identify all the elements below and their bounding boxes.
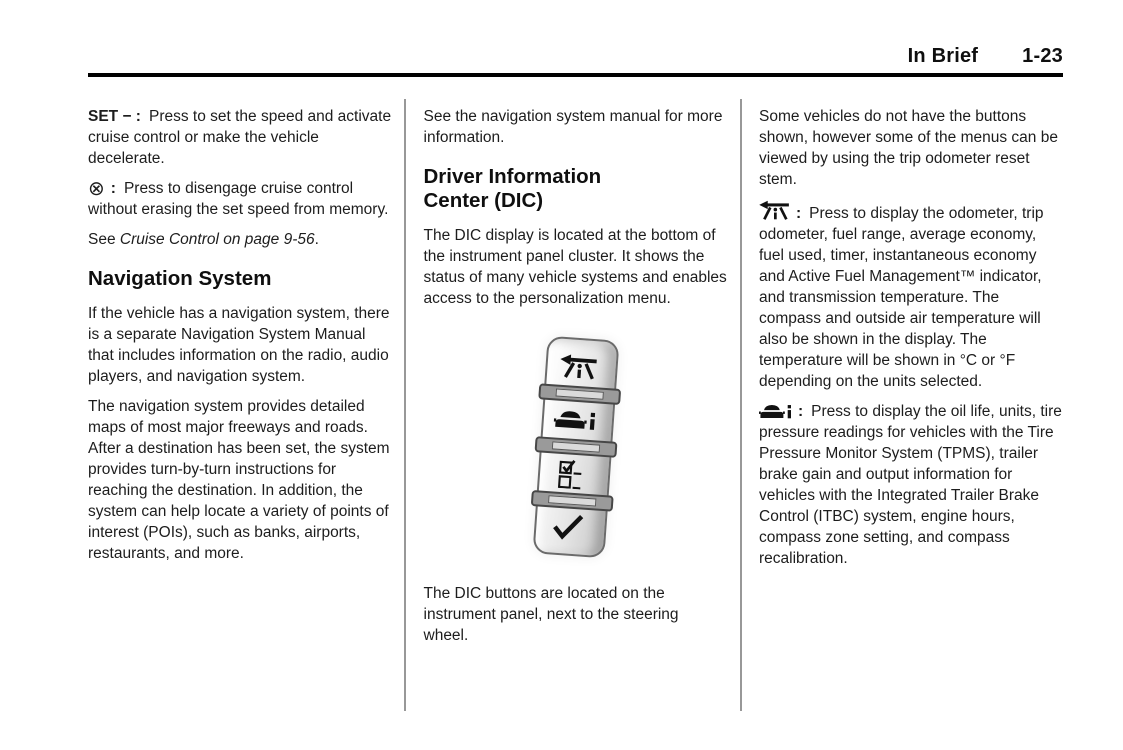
page-columns	[88, 106, 1063, 655]
section-title: In Brief	[907, 45, 979, 67]
cruise-cancel-paragraph	[88, 178, 392, 220]
vehicle-information-icon	[553, 409, 596, 432]
vehicle-information-paragraph	[759, 401, 1063, 569]
cruise-cancel-icon: ⊗	[88, 178, 105, 200]
trip-odometer-lead: :	[796, 205, 802, 222]
dic-button-strip	[532, 336, 619, 558]
column-2	[424, 106, 728, 655]
customization-menu-icon	[555, 457, 586, 490]
dic-heading: Driver Information Center (DIC)	[423, 165, 602, 212]
set-lead: SET − :	[88, 108, 141, 125]
column-1	[88, 106, 392, 655]
no-buttons-paragraph: Some vehicles do not have the buttons shown, however some of the menus can be viewed by using the trip odometer reset stem.	[759, 108, 1058, 188]
navigation-paragraph-1: If the vehicle has a navigation system, there is a separate Navigation System Manual that includes information on the radio, audio players, and navigation system.	[88, 305, 390, 385]
trip-odometer-paragraph	[759, 199, 1063, 392]
see-suffix: .	[314, 231, 319, 248]
separator-window	[555, 388, 603, 399]
see-prefix: See	[88, 231, 120, 248]
see-reference-paragraph	[88, 229, 392, 250]
vehicle-information-lead: :	[798, 403, 804, 420]
navigation-paragraph-2: The navigation system provides detailed maps of most major freeways and roads. After a destination has been set, the system provides turn-by-turn instructions for reaching the destination. In addition, the system can help locate a variety of points of interest (POIs), such as banks, airports, restaurants, and more.	[88, 398, 390, 562]
trip-odometer-icon	[759, 199, 790, 221]
trip-odometer-text: Press to display the odometer, trip odometer, fuel range, average economy, fuel used, timer, instantaneous economy and Active Fuel Management™ indicator, and transmission temperature. The compass and outside air temperature will also be shown in the display. The temperature will be shown in °C or °F depending on the units selected.	[759, 205, 1044, 390]
trip-odometer-icon	[558, 352, 598, 382]
cruise-cancel-lead: :	[110, 180, 116, 197]
running-head	[88, 45, 1063, 68]
checkmark-icon	[547, 512, 586, 543]
column-3	[759, 106, 1063, 655]
set-text: Press to set the speed and activate cruise control or make the vehicle decelerate.	[88, 108, 392, 167]
set-paragraph	[88, 106, 392, 169]
dic-buttons-figure	[424, 321, 728, 573]
cruise-cancel-text: Press to disengage cruise control without erasing the set speed from memory.	[88, 180, 389, 218]
separator-window	[548, 495, 596, 506]
nav-manual-paragraph: See the navigation system manual for more information.	[423, 108, 723, 146]
vehicle-information-icon	[759, 404, 792, 419]
dic-caption: The DIC buttons are located on the instrument panel, next to the steering wheel.	[423, 585, 679, 644]
vehicle-information-text: Press to display the oil life, units, tire pressure readings for vehicles with the Tire Pressure Monitor System (TPMS), trailer brake gain and output information for vehicles with the Integrated Trailer Brake Control (ITBC) system, engine hours, compass zone setting, and compass recalibration.	[759, 403, 1062, 567]
cross-reference: Cruise Control on page 9-56	[119, 231, 315, 248]
page-number: 1-23	[1022, 45, 1063, 67]
navigation-system-heading: Navigation System	[88, 267, 272, 290]
header-rule	[88, 73, 1063, 77]
dic-paragraph: The DIC display is located at the bottom of the instrument panel cluster. It shows the status of many vehicle systems and enables access to the personalization menu.	[423, 227, 727, 307]
separator-window	[552, 441, 600, 452]
